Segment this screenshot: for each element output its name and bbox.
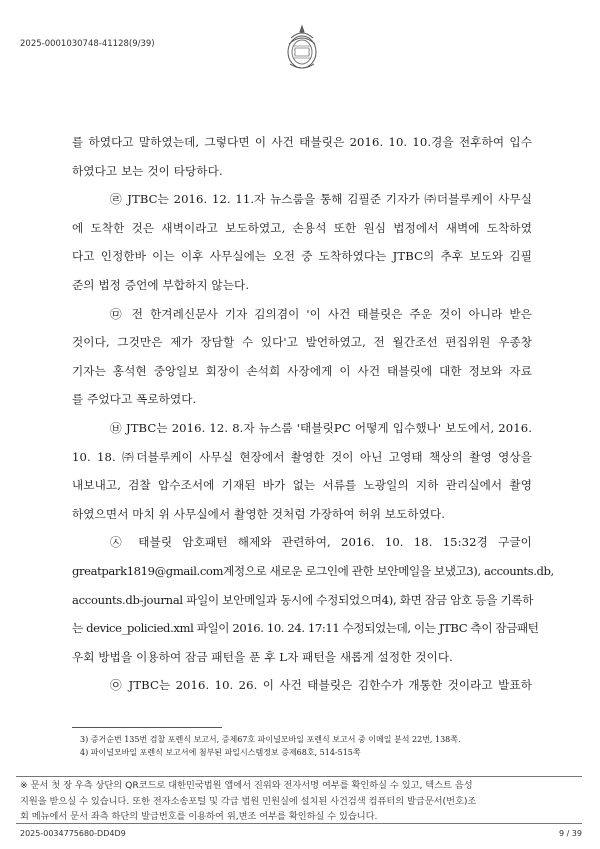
paragraph-mi: ㉤ 전 한겨레신문사 기자 김의겸이 '이 사건 태블릿은 주운 것이 아니라 받은	[110, 306, 532, 321]
notice-line: ※ 문서 첫 장 우측 상단의 QR코드로 대한민국법원 앱에서 진위와 전자서명 여부를 확인하실 수 있고, 텍스트 음성	[20, 780, 473, 791]
body-line: 는 device_policied.xml 파일이 2016. 10. 24. 17:11 수정되었는데, 이는 JTBC 측이 잠금패턴	[72, 621, 539, 636]
body-line: 에 도착한 것은 새벽이라고 보도하였고, 손용석 또한 원심 법정에서 새벽에 도착하였	[72, 220, 532, 235]
body-line: 것이다, 그것만은 제가 장담할 수 있다'고 발언하였고, 전 월간조선 편집위원 우종창	[72, 335, 532, 350]
court-seal	[285, 24, 319, 72]
document-id: 2025-0001030748-41128(9/39)	[20, 39, 155, 49]
body-line: 10. 18. ㈜더블루케이 사무실 현장에서 촬영한 것이 아닌 고영태 책상의 촬영 영상을	[72, 449, 532, 464]
verification-notice	[16, 776, 582, 824]
page-number: 9 / 39	[558, 829, 582, 838]
body-line: 기자는 홍석현 중앙일보 회장이 손석희 사장에게 이 사건 태블릿에 대한 정보와 자료	[72, 363, 532, 378]
footnote-4: 4) 파이널모바일 포렌식 보고서에 첨부된 파일시스템정보 증제68호, 514-515쪽	[80, 748, 361, 757]
body-line: accounts.db-journal 파일이 보안메일과 동시에 수정되었으며4), 화면 잠금 암호 등을 기록하	[72, 592, 534, 607]
body-line: 를 주었다고 폭로하였다.	[72, 392, 197, 407]
body-line: 우회 방법을 이용하여 잠금 패턴을 푼 후 L자 패턴을 새롭게 설정한 것이다.	[72, 649, 453, 664]
body-line: 내보내고, 검찰 압수조서에 기재된 바가 없는 서류를 노광일의 지하 관리실에서 촬영	[72, 478, 532, 493]
body-line: greatpark1819@gmail.com계정으로 새로운 로그인에 관한 보안메일을 보냈고3), accounts.db,	[72, 563, 554, 578]
body-line: 하였다고 보는 것이 타당하다.	[72, 163, 223, 178]
footnote-3: 3) 증거순번 135번 검찰 포렌식 보고서, 증제67호 파이널모바일 포렌식 보고서 중 이메일 분석 22번, 138쪽.	[80, 735, 461, 744]
body-text	[72, 128, 554, 700]
court-seal-icon	[285, 24, 319, 72]
body-line: 다고 인정한바 이는 이후 사무실에는 오전 중 도착하였다는 JTBC의 추후 보도와 김필	[72, 249, 532, 264]
body-line: 하였으면서 마치 위 사무실에서 촬영한 것처럼 가장하여 허위 보도하였다.	[72, 506, 446, 521]
paragraph-i: ㉧ JTBC는 2016. 10. 26. 이 사건 태블릿은 김한수가 개통한 것이라고 발표하	[110, 678, 532, 693]
paragraph-si: ㉦ 태블릿 암호패턴 해제와 관련하여, 2016. 10. 18. 15:32경 구글이	[110, 535, 532, 550]
footnotes	[80, 733, 461, 759]
body-line: 를 하였다고 말하였는데, 그렇다면 이 사건 태블릿은 2016. 10. 10.경을 전후하여 입수	[72, 135, 532, 149]
paragraph-bi: ㉥ JTBC는 2016. 12. 8.자 뉴스룸 '태블릿PC 어떻게 입수했나' 보도에서, 2016.	[110, 420, 532, 435]
issue-code: 2025-0034775680-DD4D9	[20, 829, 126, 838]
notice-line: 지원을 받으실 수 있습니다. 또한 전자소송포털 및 각급 법원 민원실에 설치된 사건검색 컴퓨터의 발급문서(번호)조	[20, 795, 477, 807]
body-line: 준의 법정 증언에 부합하지 않는다.	[72, 277, 250, 292]
paragraph-lamed: ㉣ JTBC는 2016. 12. 11.자 뉴스룸을 통해 김필준 기자가 ㈜더블루케이 사무실	[110, 192, 532, 207]
notice-line: 회 메뉴에서 문서 좌측 하단의 발급번호를 이용하여 위,변조 여부를 확인하실 수 있습니다.	[20, 811, 378, 822]
footnote-divider	[72, 727, 222, 728]
